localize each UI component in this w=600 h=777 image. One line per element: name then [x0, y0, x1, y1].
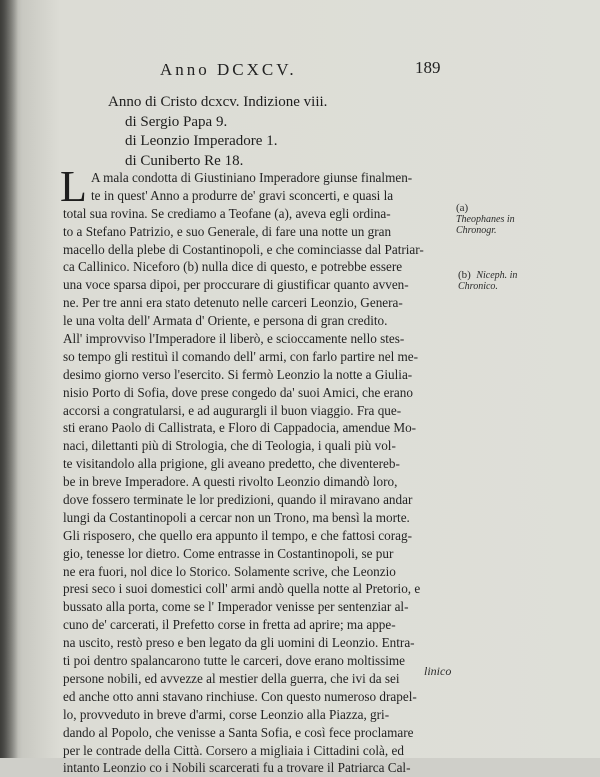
text-line: lo, provveduto in breve d'armi, corse Leonzio alla Piazza, gri-	[63, 706, 390, 722]
marginal-ref: (a)	[456, 202, 469, 214]
marginal-note-a	[456, 203, 518, 236]
heading-line-1: Anno di Cristo dcxcv. Indizione viii.	[108, 94, 328, 110]
text-line: sti erano Paolo di Callistrata, e Floro di Cappadocia, amendue Mo-	[63, 420, 417, 436]
text-line: nisio Porto di Sofia, dove prese congedo da' suoi Amici, che erano	[63, 384, 413, 400]
text-line: A mala condotta di Giustiniano Imperadore giunse finalmen-	[91, 170, 413, 185]
catchword: linico	[424, 664, 452, 678]
text-line: lungi da Costantinopoli a cercar non un Trono, ma bensì la morte.	[63, 509, 410, 525]
text-line: presi seco i suoi domestici coll' armi andò quella notte al Pretorio, e	[63, 581, 421, 597]
text-line: le una volta dell' Armata d' Oriente, e persona di gran credito.	[63, 313, 388, 329]
heading-line-2: di Sergio Papa 9.	[125, 113, 228, 130]
text-line: so tempo gli restituì il comando dell' armi, con farlo partire nel me-	[63, 348, 419, 364]
chapter-heading	[108, 93, 327, 171]
text-line: dove fossero terminate le lor predizioni, quando il miravano andar	[63, 492, 413, 508]
text-line: ne. Per tre anni era stato detenuto nelle carceri Leonzio, Genera-	[63, 295, 403, 311]
heading-line-3: di Leonzio Imperadore 1.	[125, 133, 278, 149]
marginal-ref: (b)	[458, 269, 471, 281]
heading-line-4: di Cuniberto Re 18.	[125, 152, 244, 169]
text-line: intanto Leonzio co i Nobili scarcerati fu a trovare il Patriarca Cal-	[63, 760, 411, 776]
text-line: ca Callinico. Niceforo (b) nulla dice di questo, e potrebbe essere	[63, 259, 403, 275]
text-line: All' improvviso l'Imperadore il liberò, e scioccamente nello stes-	[63, 331, 405, 347]
drop-capital: L	[60, 162, 87, 211]
body-text	[63, 169, 455, 777]
text-line: macello della plebe di Costantinopoli, e che cominciasse dal Patriar-	[63, 241, 424, 257]
marginal-text: Niceph. in Chronico.	[458, 270, 518, 292]
text-line: naci, dilettanti più di Strologia, che di Teologia, i quali più vol-	[63, 438, 396, 454]
text-line: desimo giorno verso l'esercito. Si fermò Leonzio la notte a Giulia-	[63, 366, 413, 382]
text-line: to a Stefano Patrizio, e suo Generale, di fare una notte un gran	[63, 223, 392, 239]
text-line: te visitandolo alla prigione, gli aveano predetto, che diventereb-	[63, 456, 400, 472]
text-line: gio, tenesse lor dietro. Come entrasse in Costantinopoli, se pur	[63, 545, 394, 561]
text-line: na uscito, restò preso e ben legato da gli uomini di Leonzio. Entra-	[63, 635, 415, 651]
marginal-text: Theophanes in Chronogr.	[456, 214, 515, 236]
text-line: bussato alla porta, come se l' Imperador venisse per sentenziar al-	[63, 599, 409, 615]
text-line: accorsi a congratularsi, e ad augurargli il buon viaggio. Fra que-	[63, 402, 402, 418]
text-line: cuno de' carcerati, il Prefetto corse in fretta ad aprire; ma appe-	[63, 617, 396, 633]
running-head: Anno DCXCV.	[160, 60, 297, 79]
text-line: ti poi dentro spalancarono tutte le carceri, dove erano moltissime	[63, 653, 406, 669]
text-line: una voce sparsa dipoi, per proccurare di giustificar quanto avven-	[63, 277, 409, 293]
marginal-note-b	[458, 270, 520, 292]
gutter-shadow	[0, 0, 18, 758]
text-line: per le contrade della Città. Corsero a migliaia i Cittadini colà, ed	[63, 742, 404, 758]
text-line: Gli risposero, che quello era appunto il tempo, e che fattosi corag-	[63, 527, 412, 543]
page-number: 189	[415, 58, 441, 77]
text-line: be in breve Imperadore. A questi rivolto Leonzio dimandò loro,	[63, 474, 398, 490]
text-line: te in quest' Anno a produrre de' gravi sconcerti, e quasi la	[91, 187, 394, 203]
text-line: ne era fuori, nol dice lo Storico. Solamente scrive, che Leonzio	[63, 563, 396, 579]
text-line: ed anche otto anni stavano rinchiuse. Con questo numeroso drapel-	[63, 688, 417, 704]
text-line: persone nobili, ed avvezze al mestier della guerra, che ivi da sei	[63, 670, 400, 686]
text-line: dando al Popolo, che venisse a Santa Sofia, e così fece proclamare	[63, 724, 414, 740]
text-line: total sua rovina. Se crediamo a Teofane (a), aveva egli ordina-	[63, 205, 391, 221]
